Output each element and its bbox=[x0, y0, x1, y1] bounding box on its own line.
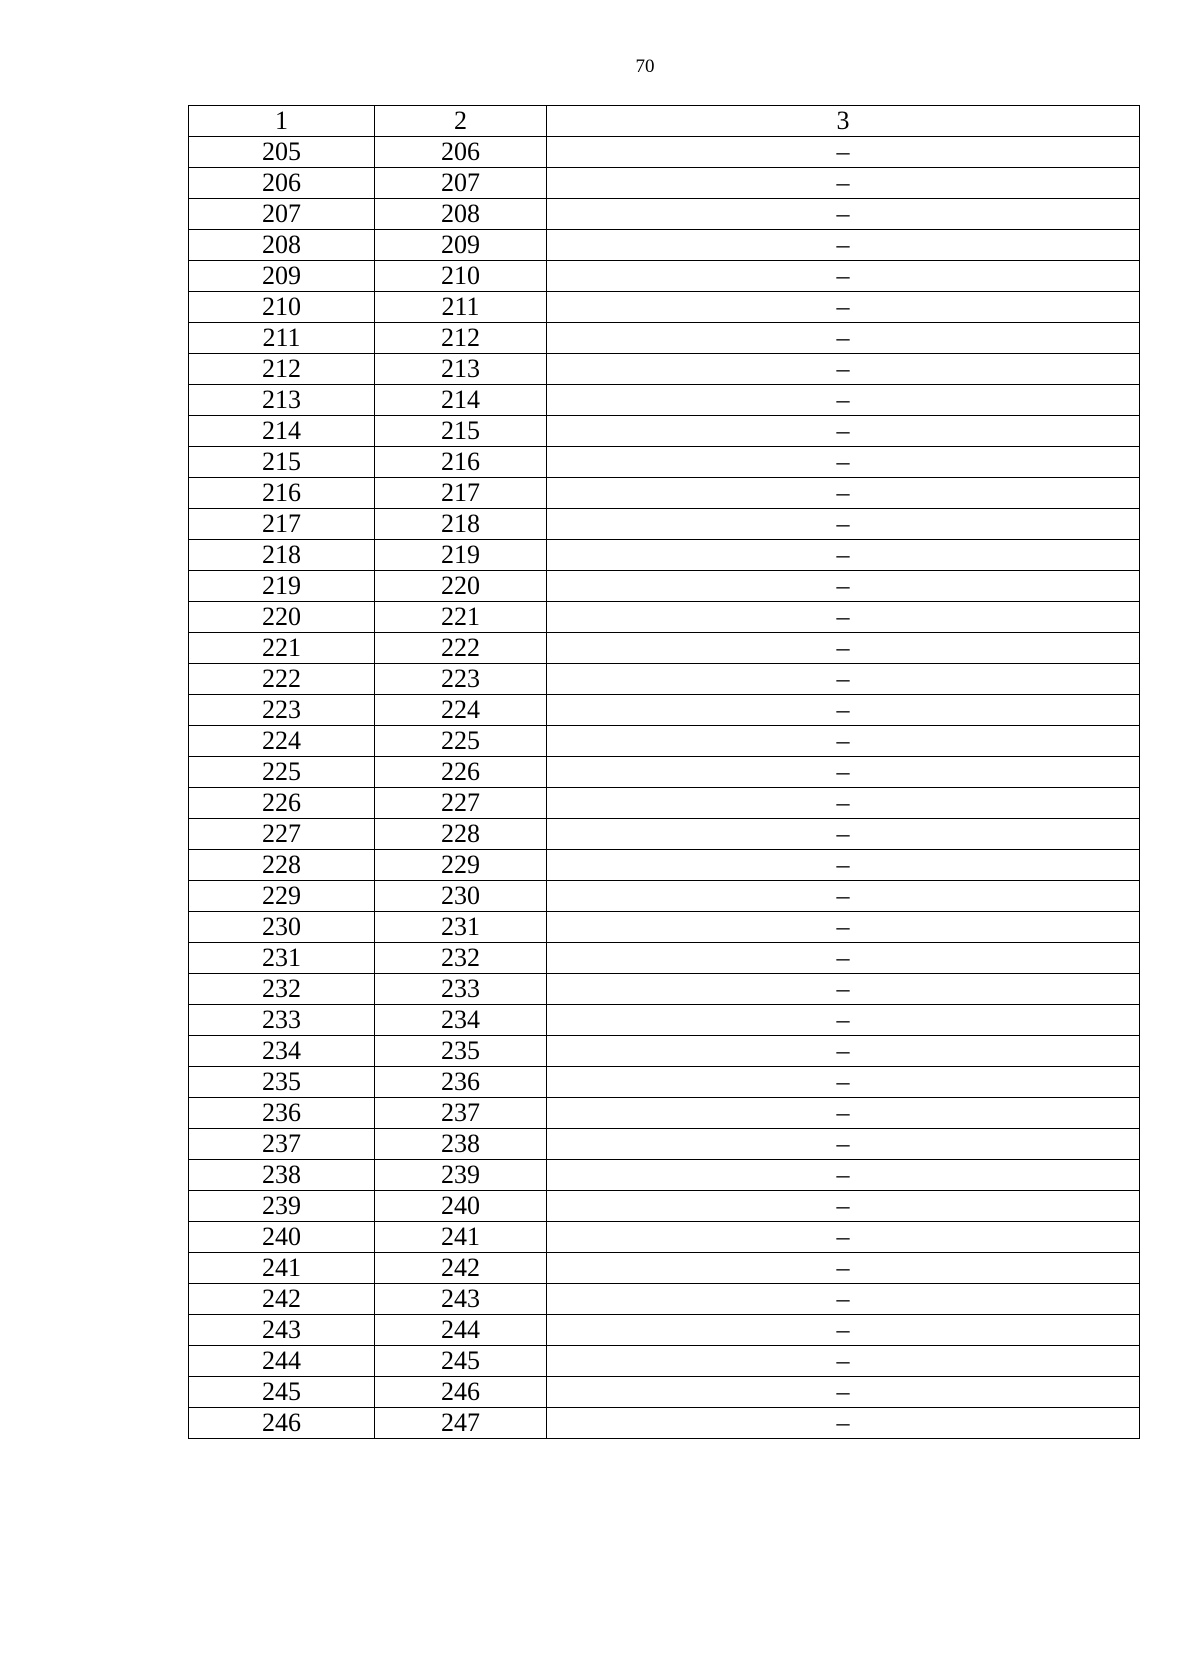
table-row bbox=[189, 199, 1140, 230]
table-cell-col-3: – bbox=[547, 850, 1140, 881]
table-cell-col-2: 222 bbox=[375, 633, 547, 664]
table-cell-col-3: – bbox=[547, 416, 1140, 447]
table-cell-col-1: 218 bbox=[189, 540, 375, 571]
table-cell-col-2: 247 bbox=[375, 1408, 547, 1439]
table-cell-col-1: 242 bbox=[189, 1284, 375, 1315]
table-cell-col-3: – bbox=[547, 447, 1140, 478]
table-row bbox=[189, 943, 1140, 974]
table-row bbox=[189, 695, 1140, 726]
table-cell-col-1: 211 bbox=[189, 323, 375, 354]
table-body bbox=[189, 137, 1140, 1439]
table-cell-col-1: 241 bbox=[189, 1253, 375, 1284]
table-cell-col-1: 224 bbox=[189, 726, 375, 757]
table-cell-col-3: – bbox=[547, 788, 1140, 819]
table-cell-col-1: 234 bbox=[189, 1036, 375, 1067]
table-row bbox=[189, 416, 1140, 447]
column-header-2: 2 bbox=[375, 106, 547, 137]
table-cell-col-2: 218 bbox=[375, 509, 547, 540]
table-cell-col-3: – bbox=[547, 385, 1140, 416]
table-cell-col-2: 215 bbox=[375, 416, 547, 447]
table-cell-col-3: – bbox=[547, 695, 1140, 726]
table-cell-col-2: 236 bbox=[375, 1067, 547, 1098]
table-row bbox=[189, 230, 1140, 261]
table-cell-col-2: 220 bbox=[375, 571, 547, 602]
table-row bbox=[189, 1377, 1140, 1408]
table-row bbox=[189, 1036, 1140, 1067]
table-row bbox=[189, 1253, 1140, 1284]
table-cell-col-3: – bbox=[547, 478, 1140, 509]
table-cell-col-3: – bbox=[547, 1377, 1140, 1408]
table-cell-col-2: 241 bbox=[375, 1222, 547, 1253]
table-row bbox=[189, 1346, 1140, 1377]
table-row bbox=[189, 788, 1140, 819]
table-cell-col-2: 246 bbox=[375, 1377, 547, 1408]
table-cell-col-1: 246 bbox=[189, 1408, 375, 1439]
table-cell-col-2: 229 bbox=[375, 850, 547, 881]
table-cell-col-3: – bbox=[547, 602, 1140, 633]
table-cell-col-3: – bbox=[547, 571, 1140, 602]
table-cell-col-3: – bbox=[547, 1067, 1140, 1098]
table-row bbox=[189, 385, 1140, 416]
table-cell-col-1: 226 bbox=[189, 788, 375, 819]
table-cell-col-1: 216 bbox=[189, 478, 375, 509]
table-row bbox=[189, 664, 1140, 695]
table-cell-col-3: – bbox=[547, 137, 1140, 168]
table-cell-col-1: 212 bbox=[189, 354, 375, 385]
table-row bbox=[189, 447, 1140, 478]
table-cell-col-3: – bbox=[547, 230, 1140, 261]
table-cell-col-2: 223 bbox=[375, 664, 547, 695]
table-row bbox=[189, 881, 1140, 912]
data-table bbox=[188, 105, 1140, 1439]
table-cell-col-2: 240 bbox=[375, 1191, 547, 1222]
table-cell-col-3: – bbox=[547, 1036, 1140, 1067]
table-cell-col-2: 212 bbox=[375, 323, 547, 354]
table-cell-col-2: 221 bbox=[375, 602, 547, 633]
table-cell-col-3: – bbox=[547, 1129, 1140, 1160]
table-row bbox=[189, 571, 1140, 602]
table-cell-col-3: – bbox=[547, 323, 1140, 354]
table-row bbox=[189, 540, 1140, 571]
table-cell-col-1: 207 bbox=[189, 199, 375, 230]
table-cell-col-2: 211 bbox=[375, 292, 547, 323]
table-cell-col-2: 228 bbox=[375, 819, 547, 850]
table-cell-col-1: 222 bbox=[189, 664, 375, 695]
table-cell-col-2: 224 bbox=[375, 695, 547, 726]
table-row bbox=[189, 912, 1140, 943]
table-row bbox=[189, 1067, 1140, 1098]
table-cell-col-1: 205 bbox=[189, 137, 375, 168]
table-cell-col-1: 213 bbox=[189, 385, 375, 416]
table-cell-col-1: 231 bbox=[189, 943, 375, 974]
table-row bbox=[189, 1315, 1140, 1346]
table-cell-col-3: – bbox=[547, 819, 1140, 850]
table-cell-col-3: – bbox=[547, 912, 1140, 943]
table-cell-col-3: – bbox=[547, 1253, 1140, 1284]
table-row bbox=[189, 478, 1140, 509]
table-cell-col-1: 225 bbox=[189, 757, 375, 788]
table-cell-col-3: – bbox=[547, 354, 1140, 385]
table-cell-col-2: 208 bbox=[375, 199, 547, 230]
table-cell-col-1: 217 bbox=[189, 509, 375, 540]
table-cell-col-2: 243 bbox=[375, 1284, 547, 1315]
table-cell-col-2: 207 bbox=[375, 168, 547, 199]
table-cell-col-1: 227 bbox=[189, 819, 375, 850]
table-cell-col-1: 228 bbox=[189, 850, 375, 881]
table-cell-col-1: 243 bbox=[189, 1315, 375, 1346]
table-cell-col-1: 209 bbox=[189, 261, 375, 292]
column-header-3: 3 bbox=[547, 106, 1140, 137]
table-cell-col-1: 238 bbox=[189, 1160, 375, 1191]
table-header-row bbox=[189, 106, 1140, 137]
table-cell-col-3: – bbox=[547, 726, 1140, 757]
table-row bbox=[189, 292, 1140, 323]
table-cell-col-1: 208 bbox=[189, 230, 375, 261]
table-row bbox=[189, 819, 1140, 850]
table-cell-col-2: 232 bbox=[375, 943, 547, 974]
table-cell-col-2: 238 bbox=[375, 1129, 547, 1160]
table-cell-col-2: 235 bbox=[375, 1036, 547, 1067]
table-cell-col-1: 233 bbox=[189, 1005, 375, 1036]
table-cell-col-2: 219 bbox=[375, 540, 547, 571]
table-cell-col-2: 234 bbox=[375, 1005, 547, 1036]
table-cell-col-1: 237 bbox=[189, 1129, 375, 1160]
table-cell-col-1: 239 bbox=[189, 1191, 375, 1222]
table-cell-col-1: 214 bbox=[189, 416, 375, 447]
table-cell-col-3: – bbox=[547, 199, 1140, 230]
table-cell-col-3: – bbox=[547, 540, 1140, 571]
table-row bbox=[189, 323, 1140, 354]
table-cell-col-1: 220 bbox=[189, 602, 375, 633]
page-number: 70 bbox=[635, 56, 655, 77]
table-cell-col-1: 245 bbox=[189, 1377, 375, 1408]
table-cell-col-2: 210 bbox=[375, 261, 547, 292]
table-row bbox=[189, 1098, 1140, 1129]
table-cell-col-3: – bbox=[547, 1222, 1140, 1253]
table-cell-col-3: – bbox=[547, 664, 1140, 695]
table-cell-col-2: 216 bbox=[375, 447, 547, 478]
table-row bbox=[189, 850, 1140, 881]
table-cell-col-3: – bbox=[547, 1160, 1140, 1191]
table-cell-col-3: – bbox=[547, 1284, 1140, 1315]
table-row bbox=[189, 1129, 1140, 1160]
table-cell-col-2: 227 bbox=[375, 788, 547, 819]
table-cell-col-2: 209 bbox=[375, 230, 547, 261]
table-cell-col-1: 215 bbox=[189, 447, 375, 478]
table-cell-col-3: – bbox=[547, 168, 1140, 199]
table-cell-col-2: 225 bbox=[375, 726, 547, 757]
table-row bbox=[189, 354, 1140, 385]
table-row bbox=[189, 137, 1140, 168]
table-row bbox=[189, 1408, 1140, 1439]
table-cell-col-1: 232 bbox=[189, 974, 375, 1005]
table-cell-col-3: – bbox=[547, 974, 1140, 1005]
table-cell-col-2: 244 bbox=[375, 1315, 547, 1346]
table-cell-col-1: 229 bbox=[189, 881, 375, 912]
column-header-1: 1 bbox=[189, 106, 375, 137]
table-row bbox=[189, 1284, 1140, 1315]
table-cell-col-2: 231 bbox=[375, 912, 547, 943]
table-cell-col-2: 217 bbox=[375, 478, 547, 509]
table-cell-col-3: – bbox=[547, 261, 1140, 292]
table-cell-col-1: 236 bbox=[189, 1098, 375, 1129]
table-cell-col-2: 226 bbox=[375, 757, 547, 788]
table-row bbox=[189, 1191, 1140, 1222]
table-row bbox=[189, 1160, 1140, 1191]
table-cell-col-3: – bbox=[547, 943, 1140, 974]
table-row bbox=[189, 509, 1140, 540]
table-cell-col-2: 237 bbox=[375, 1098, 547, 1129]
table-cell-col-2: 213 bbox=[375, 354, 547, 385]
table-cell-col-1: 206 bbox=[189, 168, 375, 199]
table-cell-col-3: – bbox=[547, 881, 1140, 912]
table-cell-col-3: – bbox=[547, 633, 1140, 664]
table-row bbox=[189, 168, 1140, 199]
table-cell-col-2: 233 bbox=[375, 974, 547, 1005]
table-cell-col-3: – bbox=[547, 292, 1140, 323]
table-cell-col-1: 244 bbox=[189, 1346, 375, 1377]
table-cell-col-1: 210 bbox=[189, 292, 375, 323]
table-row bbox=[189, 261, 1140, 292]
table-cell-col-3: – bbox=[547, 1408, 1140, 1439]
table-cell-col-3: – bbox=[547, 1005, 1140, 1036]
table-row bbox=[189, 633, 1140, 664]
table-cell-col-3: – bbox=[547, 1315, 1140, 1346]
table-cell-col-1: 230 bbox=[189, 912, 375, 943]
table-cell-col-1: 221 bbox=[189, 633, 375, 664]
table-row bbox=[189, 1005, 1140, 1036]
table-cell-col-1: 223 bbox=[189, 695, 375, 726]
table-cell-col-3: – bbox=[547, 1098, 1140, 1129]
table-row bbox=[189, 757, 1140, 788]
table-cell-col-3: – bbox=[547, 1191, 1140, 1222]
table-cell-col-2: 245 bbox=[375, 1346, 547, 1377]
table-cell-col-1: 235 bbox=[189, 1067, 375, 1098]
table-cell-col-3: – bbox=[547, 757, 1140, 788]
table-cell-col-1: 219 bbox=[189, 571, 375, 602]
table-cell-col-2: 206 bbox=[375, 137, 547, 168]
table-cell-col-2: 239 bbox=[375, 1160, 547, 1191]
table-cell-col-2: 242 bbox=[375, 1253, 547, 1284]
table-row bbox=[189, 1222, 1140, 1253]
table-cell-col-3: – bbox=[547, 509, 1140, 540]
table-cell-col-2: 230 bbox=[375, 881, 547, 912]
table-row bbox=[189, 974, 1140, 1005]
table-row bbox=[189, 602, 1140, 633]
table-cell-col-2: 214 bbox=[375, 385, 547, 416]
table-cell-col-3: – bbox=[547, 1346, 1140, 1377]
table-cell-col-1: 240 bbox=[189, 1222, 375, 1253]
table-row bbox=[189, 726, 1140, 757]
